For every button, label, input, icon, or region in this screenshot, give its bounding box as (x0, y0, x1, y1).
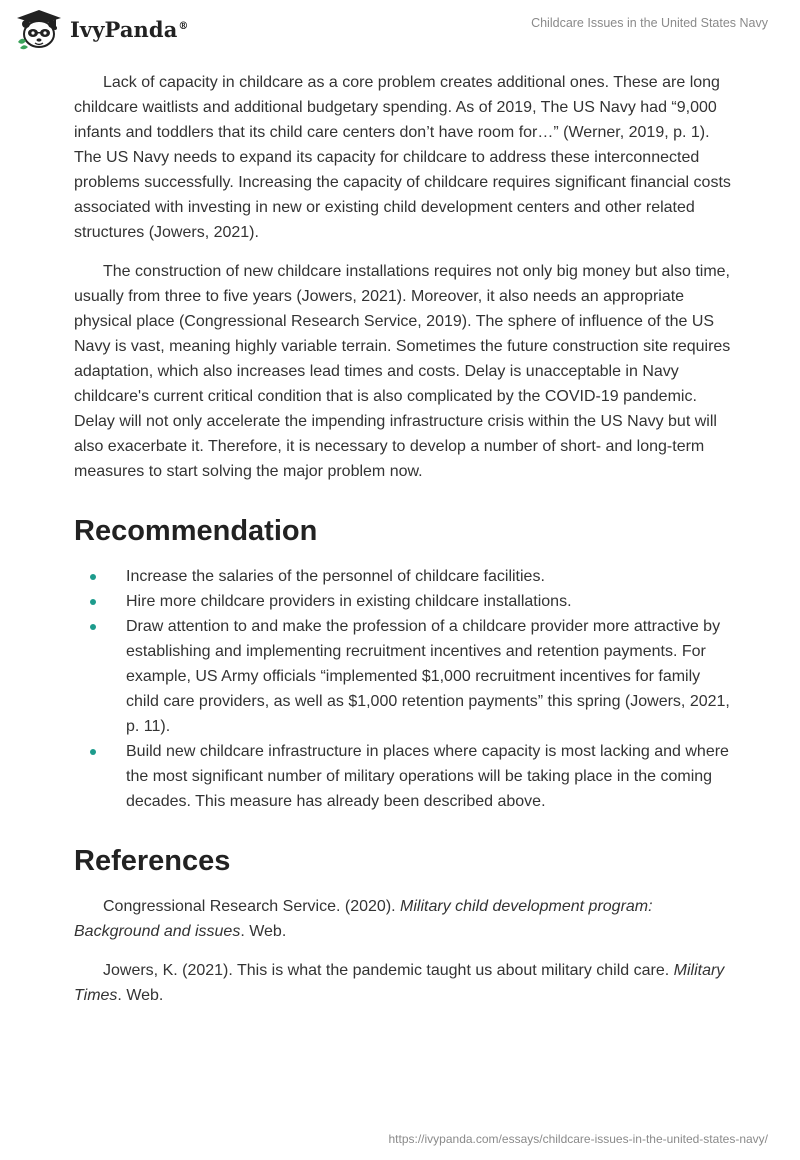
list-item (74, 589, 734, 614)
essay-content (74, 70, 734, 1022)
recommendation-list (74, 564, 734, 814)
source-url[interactable]: https://ivypanda.com/essays/childcare-issues-in-the-united-states-navy/ (388, 1132, 768, 1146)
bullet-icon (90, 574, 96, 580)
body-paragraph: Lack of capacity in childcare as a core problem creates additional ones. These are long childcare waitlists and additional budgetary spending. As of 2019, The US Navy had “9,000 infants and toddlers that its child care centers don’t have room for…” (Werner, 2019, p. 1). The US Navy needs to expand its capacity for childcare to address these interconnected problems successfully. Increasing the capacity of childcare requires significant financial costs associated with investing in new or existing child development centers and other related structures (Jowers, 2021). (74, 74, 731, 241)
list-item-text: Increase the salaries of the personnel of childcare facilities. (126, 568, 545, 585)
reference-entry: Congressional Research Service. (2020). Military child development program: Background and issues. Web. (74, 898, 653, 940)
list-item-text: Hire more childcare providers in existing childcare installations. (126, 593, 572, 610)
reference-title: Military child development program: Background and issues (74, 898, 653, 940)
reference-entry: Jowers, K. (2021). This is what the pandemic taught us about military child care. Military Times. Web. (74, 962, 725, 1004)
panda-mascot-icon (14, 8, 64, 50)
page-header (0, 0, 800, 62)
list-item-text: Draw attention to and make the profession of a childcare provider more attractive by establishing and implementing recruitment incentives and retention payments. For example, US Army officials “implemented $1,000 recruitment incentives for family child care providers, as well as $1,000 retention payments” this spring (Jowers, 2021, p. 11). (126, 618, 730, 735)
bullet-icon (90, 624, 96, 630)
references-heading: References (74, 845, 231, 877)
bullet-icon (90, 749, 96, 755)
bullet-icon (90, 599, 96, 605)
reference-title: Military Times (74, 962, 725, 1004)
body-paragraph: The construction of new childcare installations requires not only big money but also time, usually from three to five years (Jowers, 2021). Moreover, it also needs an appropriate physical place (Congressional Research Service, 2019). The sphere of influence of the US Navy is vast, meaning highly variable terrain. Sometimes the future construction site requires adaptation, which also increases lead times and costs. Delay is unacceptable in Navy childcare's current critical condition that is also complicated by the COVID-19 pandemic. Delay will not only accelerate the impending infrastructure crisis within the US Navy but will also exacerbate it. Therefore, it is necessary to develop a number of short- and long-term measures to start solving the major problem now. (74, 263, 731, 480)
ivypanda-logo[interactable] (14, 8, 189, 50)
list-item (74, 564, 734, 589)
list-item-text: Build new childcare infrastructure in places where capacity is most lacking and where the most significant number of military operations will be taking place in the coming decades. This measure has already been described above. (126, 743, 729, 810)
document-title: Childcare Issues in the United States Navy (531, 16, 768, 30)
list-item (74, 739, 734, 814)
brand-name: IvyPanda® (70, 16, 189, 42)
recommendation-heading: Recommendation (74, 515, 318, 547)
list-item (74, 614, 734, 739)
